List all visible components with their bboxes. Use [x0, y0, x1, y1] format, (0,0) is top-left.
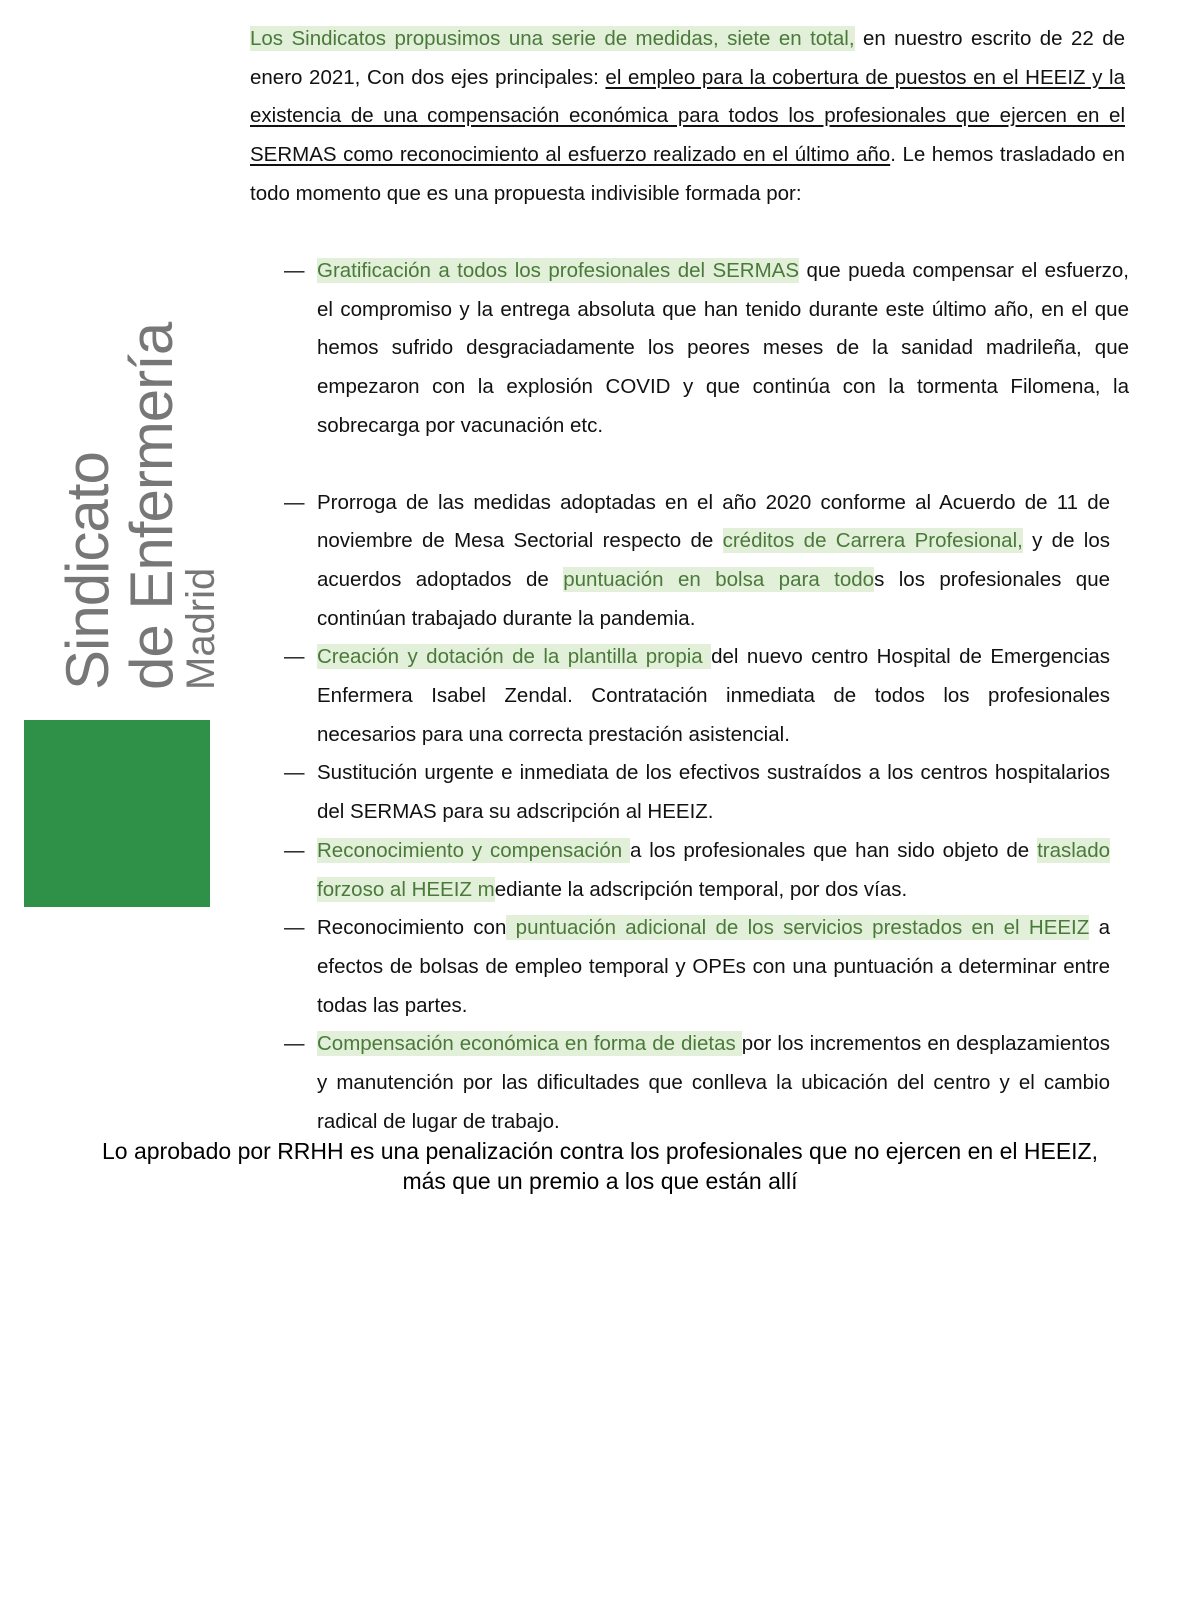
measure-text: Reconocimiento con [317, 916, 507, 940]
measure-highlight: créditos de Carrera Profesional, [722, 529, 1023, 553]
dash-bullet: — [284, 838, 305, 862]
satse-logo-text: SATSE [162, 1445, 225, 1613]
measure-text: y de los acuerdos adoptados de [317, 529, 1110, 591]
union-name-line1: Sindicato [54, 452, 121, 690]
document-body [250, 20, 1125, 214]
union-name-line2: de Enfermería [118, 322, 185, 690]
measure-text: del nuevo centro Hospital de Emergencias Enfermera Isabel Zendal. Contratación inmediata de todos los profesionales necesarios para una correcta prestación asistencial. [317, 645, 1110, 746]
dash-bullet: — [284, 916, 305, 940]
footer-conclusion [0, 1136, 1200, 1196]
measure-highlight: Creación y dotación de la plantilla propia [317, 645, 712, 669]
measure-item [284, 1025, 1110, 1141]
measure-text: por los incrementos en desplazamientos y manutención por las dificultades que conlleva la ubicación del centro y el cambio radical de lugar de trabajo. [317, 1032, 1110, 1133]
union-name [40, 322, 223, 690]
measure-highlight: traslado forzoso al HEEIZ m [317, 838, 1110, 901]
intro-paragraph [250, 20, 1125, 214]
intro-highlight: Los Sindicatos propusimos una serie de medidas, siete en total, [250, 27, 855, 50]
measure-highlight: Reconocimiento y compensación [317, 838, 630, 862]
measure-text: que pueda compensar el esfuerzo, el compromiso y la entrega absoluta que han tenido durante este último año, en el que hemos sufrido desgraciadamente los peores meses de la sanidad madrileña, que empezaron con la explosión COVID y que continúa con la tormenta Filomena, la sobrecarga por vacunación etc. [317, 259, 1130, 437]
measure-text: a los profesionales que han sido objeto de [630, 838, 1038, 862]
measure-item [284, 252, 1129, 446]
measure-item [284, 754, 1110, 831]
dash-bullet: — [284, 1032, 305, 1056]
measure-highlight: Compensación económica en forma de dietas [317, 1032, 742, 1056]
union-region: Madrid [179, 567, 223, 690]
dash-bullet: — [284, 645, 305, 669]
satse-logo [24, 720, 225, 1613]
measure-text: a efectos de bolsas de empleo temporal y OPEs con una puntuación a determinar entre todas las partes. [317, 916, 1110, 1017]
measure-item [284, 832, 1110, 909]
footer-line1: Lo aprobado por RRHH es una penalización contra los profesionales que no ejercen en el HEEIZ, [102, 1138, 1098, 1164]
measures-list [284, 252, 1129, 1141]
measure-highlight: puntuación en bolsa para todo [563, 567, 875, 591]
measure-highlight: Gratificación a todos los profesionales del SERMAS [317, 259, 800, 282]
measure-item [284, 638, 1110, 754]
measure-text: Sustitución urgente e inmediata de los efectivos sustraídos a los centros hospitalarios del SERMAS para su adscripción al HEEIZ. [317, 761, 1110, 824]
intro-text-2: . Le hemos trasladado en todo momento que es una propuesta indivisible formada por: [250, 143, 1125, 205]
dash-bullet: — [284, 761, 305, 785]
dash-bullet: — [284, 490, 305, 514]
measure-item [284, 909, 1110, 1025]
measure-text: Prorroga de las medidas adoptadas en el año 2020 conforme al Acuerdo de 11 de noviembre de Mesa Sectorial respecto de [317, 490, 1110, 553]
measure-item [284, 484, 1110, 639]
measure-text: s los profesionales que continúan trabajado durante la pandemia. [317, 567, 1110, 630]
intro-text-1: en nuestro escrito de 22 de enero 2021, Con dos ejes principales: [250, 27, 1126, 89]
intro-underlined: el empleo para la cobertura de puestos en el HEEIZ y la existencia de una compensación económica para todos los profesionales que ejercen en el SERMAS como reconocimiento al esfuerzo realizado en el último año [250, 65, 1125, 167]
dash-bullet: — [284, 259, 305, 282]
measure-highlight: puntuación adicional de los servicios prestados en el HEEIZ [506, 916, 1090, 940]
footer-line2: más que un premio a los que están allí [402, 1168, 798, 1194]
measure-text: ediante la adscripción temporal, por dos vías. [494, 877, 908, 901]
